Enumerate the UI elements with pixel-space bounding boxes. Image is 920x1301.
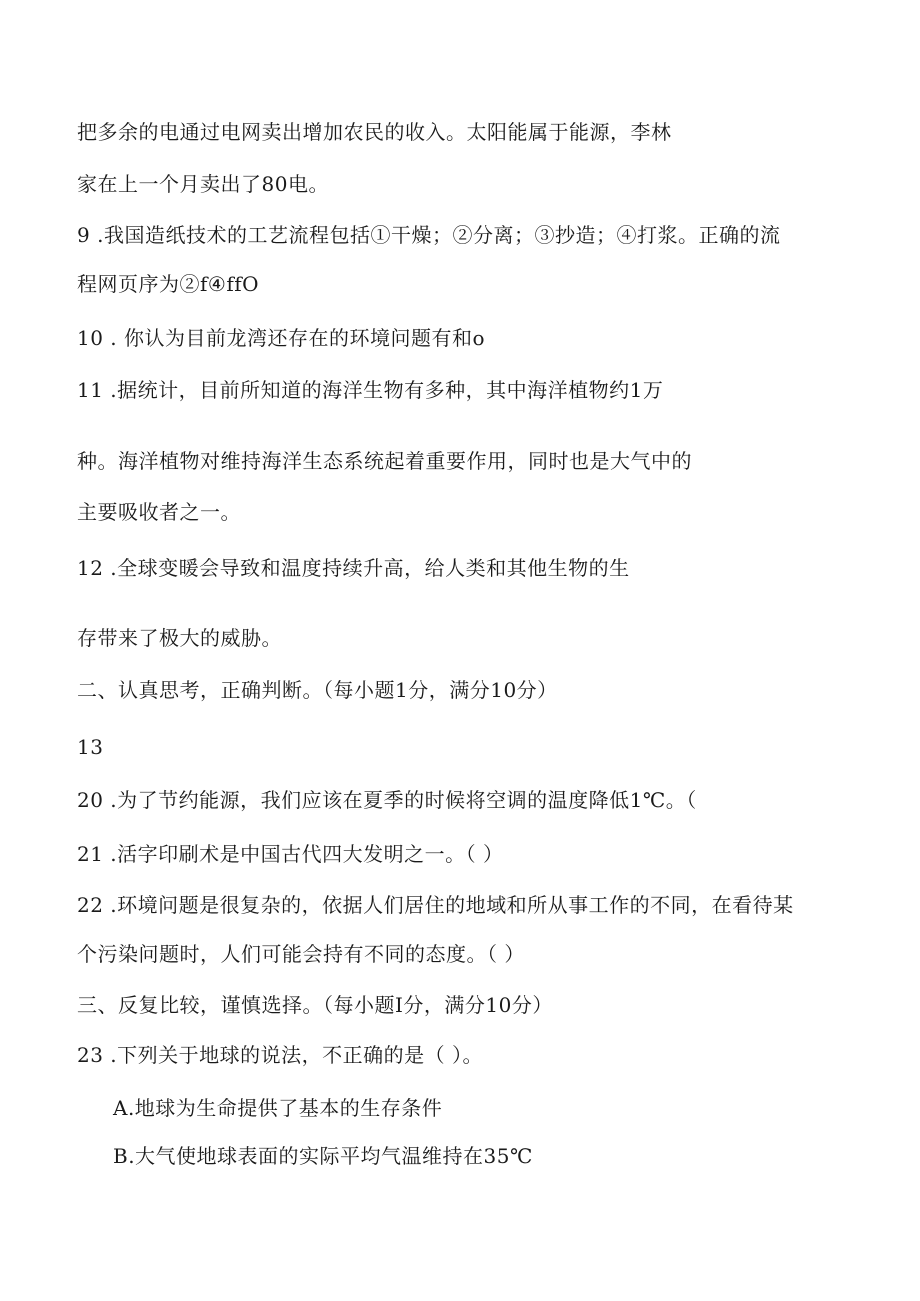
question-22: 22 .环境问题是很复杂的，依据人们居住的地域和所从事工作的不同，在看待某: [77, 893, 794, 917]
question-13: 13: [77, 735, 104, 759]
text-line: 存带来了极大的威胁。: [77, 626, 282, 650]
text-line: 个污染问题时，人们可能会持有不同的态度。（ ）: [77, 942, 525, 966]
question-10: 10 . 你认为目前龙湾还存在的环境问题有和o: [77, 326, 486, 350]
text-line: 种。海洋植物对维持海洋生态系统起着重要作用，同时也是大气中的: [77, 449, 692, 473]
section-3-heading: 三、反复比较，谨慎选择。（每小题I分，满分10分）: [77, 993, 553, 1017]
question-11: 11 .据统计，目前所知道的海洋生物有多种，其中海洋植物约1万: [77, 378, 664, 402]
question-23: 23 .下列关于地球的说法，不正确的是（ ）。: [77, 1043, 484, 1067]
text-line: 把多余的电通过电网卖出增加农民的收入。太阳能属于能源，李林: [77, 120, 672, 144]
text-line: 主要吸收者之一。: [77, 500, 241, 524]
question-9: 9 .我国造纸技术的工艺流程包括①干燥；②分离；③抄造；④打浆。正确的流: [77, 223, 781, 247]
text-line: 程网页序为②f④ffO: [77, 272, 260, 296]
option-b: B.大气使地球表面的实际平均气温维持在35℃: [113, 1144, 533, 1168]
option-a: A.地球为生命提供了基本的生存条件: [113, 1096, 443, 1120]
section-2-heading: 二、认真思考，正确判断。（每小题1分，满分10分）: [77, 678, 558, 702]
question-21: 21 .活字印刷术是中国古代四大发明之一。（ ）: [77, 842, 504, 866]
text-line: 家在上一个月卖出了80电。: [77, 172, 329, 196]
question-20: 20 .为了节约能源，我们应该在夏季的时候将空调的温度降低1℃。（: [77, 788, 697, 812]
question-12: 12 .全球变暖会导致和温度持续升高，给人类和其他生物的生: [77, 556, 630, 580]
